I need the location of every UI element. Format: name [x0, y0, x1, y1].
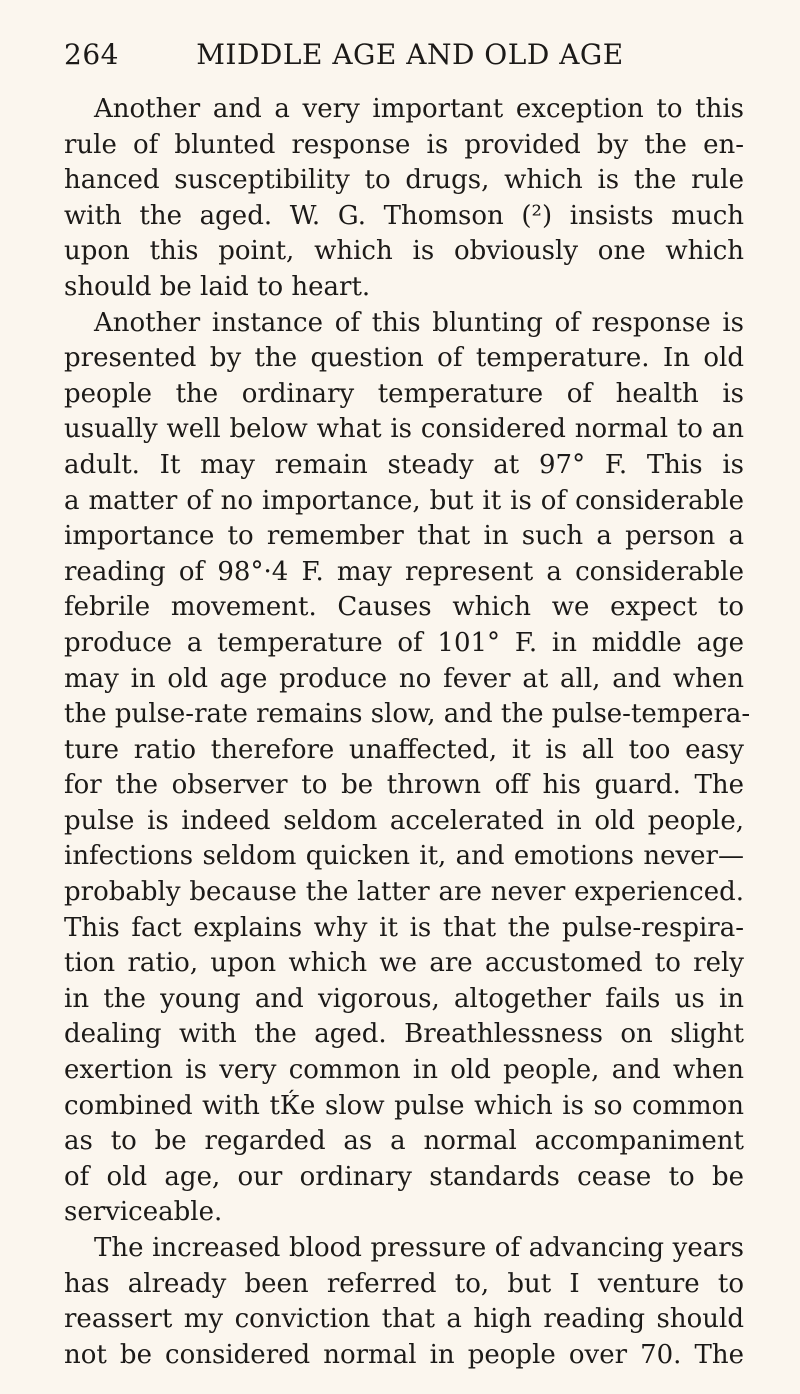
text-line: combined with tЌe slow pulse which is so common: [64, 1090, 744, 1121]
text-line: dealing with the aged. Breathlessness on slight: [64, 1019, 744, 1050]
text-line: ture ratio therefore unaffected, it is all too easy: [64, 734, 744, 765]
text-line: should be laid to heart.: [64, 271, 371, 302]
text-line: with the aged. W. G. Thomson (²) insists much: [64, 200, 744, 231]
text-line: as to be regarded as a normal accompaniment: [64, 1126, 744, 1157]
text-line: in the young and vigorous, altogether fails us in: [64, 983, 744, 1014]
paragraph: [64, 1231, 744, 1373]
text-line: hanced susceptibility to drugs, which is the rule: [64, 165, 744, 196]
text-line: upon this point, which is obviously one which: [64, 236, 744, 267]
text-line: serviceable.: [64, 1197, 223, 1228]
body-text: [64, 92, 751, 1373]
text-line: This fact explains why it is that the pulse-respira-: [64, 912, 744, 943]
page-header: [64, 38, 744, 82]
text-line: reading of 98°·4 F. may represent a considerable: [64, 556, 744, 587]
paragraph: [64, 306, 751, 1231]
text-line: exertion is very common in old people, and when: [64, 1055, 744, 1086]
text-line: presented by the question of temperature. In old: [64, 343, 744, 374]
text-line: usually well below what is considered normal to an: [64, 414, 744, 445]
page-number: 264: [64, 38, 119, 71]
text-line: importance to remember that in such a person a: [64, 521, 744, 552]
text-line: reassert my conviction that a high reading should: [64, 1304, 744, 1335]
text-line: for the observer to be thrown off his guard. The: [64, 770, 744, 801]
text-line: rule of blunted response is provided by the en-: [64, 129, 744, 160]
text-line: a matter of no importance, but it is of considerable: [64, 485, 744, 516]
text-line: The increased blood pressure of advancing years: [94, 1233, 744, 1263]
text-line: adult. It may remain steady at 97° F. This is: [64, 449, 744, 480]
text-line: may in old age produce no fever at all, and when: [64, 663, 744, 694]
text-line: produce a temperature of 101° F. in middle age: [64, 627, 744, 658]
text-line: infections seldom quicken it, and emotions never—: [64, 841, 744, 872]
paragraph: [64, 92, 744, 306]
running-head: MIDDLE AGE AND OLD AGE: [196, 38, 624, 71]
text-line: febrile movement. Causes which we expect to: [64, 592, 744, 623]
text-line: pulse is indeed seldom accelerated in old people,: [64, 805, 744, 836]
text-line: Another instance of this blunting of response is: [94, 307, 744, 338]
text-line: not be considered normal in people over 70. The: [64, 1339, 744, 1370]
text-line: of old age, our ordinary standards cease to be: [64, 1161, 744, 1192]
text-line: probably because the latter are never experienced.: [64, 877, 744, 908]
text-line: has already been referred to, but I venture to: [64, 1268, 744, 1299]
text-line: tion ratio, upon which we are accustomed to rely: [64, 948, 744, 979]
book-page: [64, 38, 751, 1373]
text-line: people the ordinary temperature of health is: [64, 378, 744, 409]
text-line: Another and a very important exception to this: [94, 94, 744, 124]
text-line: the pulse-rate remains slow, and the pulse-tempera-: [64, 699, 751, 730]
